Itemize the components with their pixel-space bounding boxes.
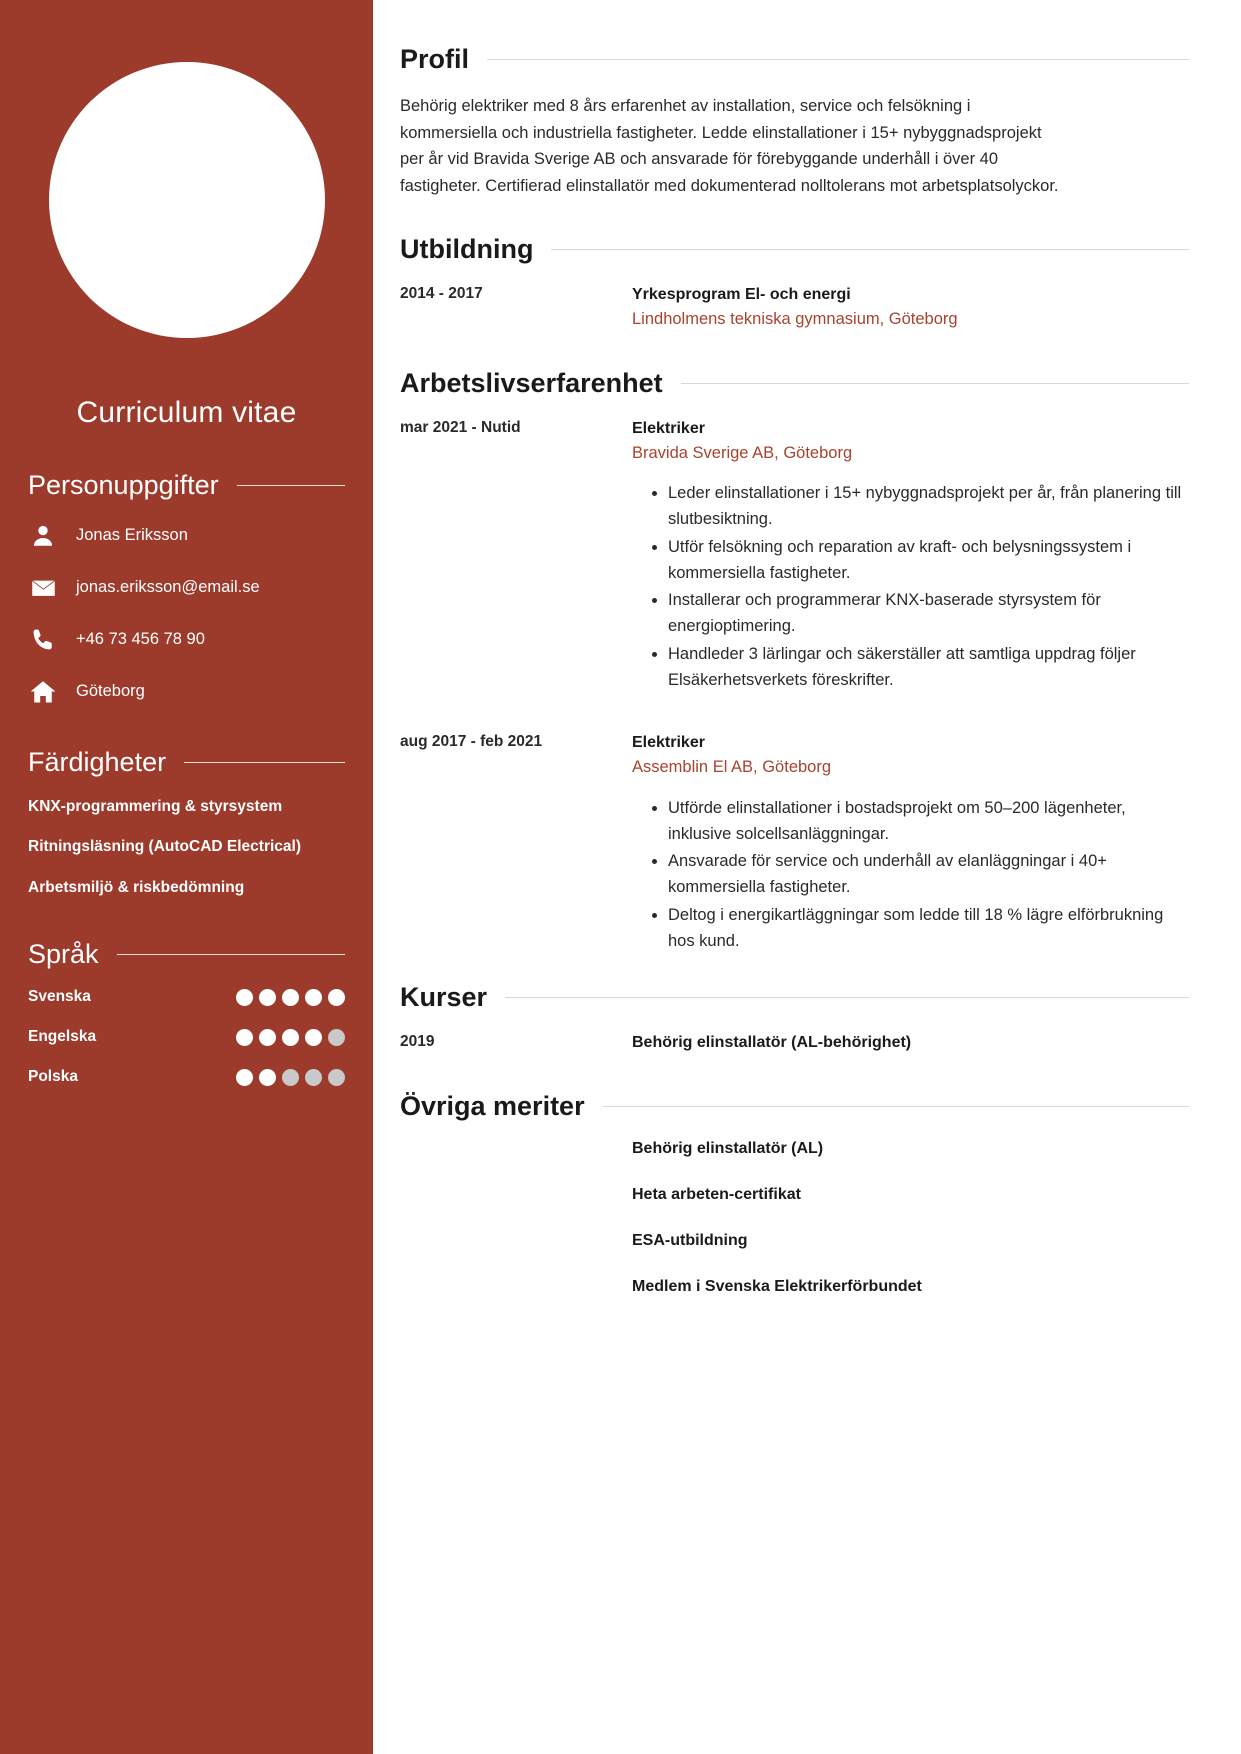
- profile-heading: Profil: [400, 44, 470, 74]
- heading-rule: [603, 1106, 1189, 1107]
- profile-section: [400, 44, 1189, 200]
- spacer: [400, 1065, 1189, 1091]
- courses-heading-row: [400, 982, 1189, 1013]
- rating-dot-empty: [282, 1069, 299, 1086]
- main-content: [373, 0, 1241, 1754]
- contact-item-phone[interactable]: [28, 625, 345, 655]
- personal-details-heading: Personuppgifter: [28, 470, 219, 500]
- rating-dot-filled: [259, 1069, 276, 1086]
- contact-item-name: [28, 521, 345, 551]
- languages-section: [28, 939, 345, 1086]
- education-heading: Utbildning: [400, 233, 534, 264]
- experience-period: mar 2021 - Nutid: [400, 418, 521, 436]
- language-row: [28, 988, 345, 1006]
- experience-bullet: • Deltog i energikartläggningar som ledde till 18 % lägre elförbrukning hos kund.: [668, 903, 1189, 954]
- experience-bullet: • Installerar och programmerar KNX-baserade styrsystem för energioptimering.: [668, 588, 1189, 639]
- experience-list: [400, 417, 1189, 957]
- other-merit-text: Medlem i Svenska Elektrikerförbundet: [632, 1278, 922, 1296]
- experience-employer: Bravida Sverige AB, Göteborg: [632, 443, 853, 462]
- experience-bullet-list: [632, 481, 1189, 693]
- education-period: 2014 - 2017: [400, 284, 483, 302]
- language-name: Polska: [28, 1068, 78, 1086]
- other-merits-list: [400, 1140, 1189, 1296]
- other-merit-row: [400, 1140, 1189, 1158]
- heading-rule: [681, 383, 1189, 384]
- rating-dot-empty: [328, 1069, 345, 1086]
- course-entry: [400, 1031, 1189, 1055]
- experience-role: Elektriker: [632, 419, 705, 437]
- other-merits-section: [400, 1091, 1189, 1296]
- rating-dot-filled: [236, 989, 253, 1006]
- other-merits-heading-row: [400, 1091, 1189, 1122]
- experience-role: Elektriker: [632, 734, 705, 752]
- experience-entry: [400, 417, 1189, 696]
- skill-item: Ritningsläsning (AutoCAD Electrical): [28, 838, 301, 856]
- rating-dot-filled: [305, 1029, 322, 1046]
- language-rating: [236, 1029, 345, 1046]
- rating-dot-filled: [282, 989, 299, 1006]
- experience-bullet: • Utför felsökning och reparation av kraft- och belysningssystem i kommersiella fastigheter.: [668, 535, 1189, 586]
- experience-bullet-list: [632, 796, 1189, 954]
- skills-list: [28, 796, 345, 899]
- experience-section: [400, 368, 1189, 957]
- rating-dot-empty: [305, 1069, 322, 1086]
- other-merit-row: [400, 1186, 1189, 1204]
- other-merit-row: [400, 1232, 1189, 1250]
- avatar-container: [28, 0, 345, 338]
- other-merit-text: Behörig elinstallatör (AL): [632, 1140, 824, 1158]
- contact-item-location: [28, 677, 345, 707]
- heading-rule: [505, 997, 1189, 998]
- heading-rule: [487, 59, 1189, 60]
- experience-period: aug 2017 - feb 2021: [400, 733, 543, 751]
- contact-value-location: Göteborg: [76, 682, 145, 701]
- education-body: [632, 283, 1189, 332]
- home-icon: [28, 677, 58, 707]
- contact-list: [28, 521, 345, 707]
- skill-item: Arbetsmiljö & riskbedömning: [28, 878, 245, 896]
- courses-heading: Kurser: [400, 982, 488, 1013]
- person-icon: [28, 521, 58, 551]
- profile-text: Behörig elektriker med 8 års erfarenhet av installation, service och felsökning i kommersiella och industriella fastigheter. Ledde elinstallationer i 15+ nybyggnadsprojekt per år vid Bravida Sverige AB och ansvarade för förebyggande underhåll i över 40 fastigheter. Certifierad elinstallatör med dokumenterad nolltolerans mot arbetsplatsolyckor.: [400, 97, 1059, 196]
- rating-dot-filled: [305, 989, 322, 1006]
- skill-item: KNX-programmering & styrsystem: [28, 798, 283, 815]
- education-degree: Yrkesprogram El- och energi: [632, 285, 851, 303]
- phone-icon: [28, 625, 58, 655]
- language-name: Svenska: [28, 988, 91, 1006]
- heading-rule: [117, 954, 345, 955]
- language-row: [28, 1028, 345, 1046]
- envelope-icon: [28, 573, 58, 603]
- language-name: Engelska: [28, 1028, 97, 1046]
- rating-dot-filled: [282, 1029, 299, 1046]
- experience-entry: [400, 731, 1189, 956]
- course-title: Behörig elinstallatör (AL-behörighet): [632, 1034, 912, 1052]
- courses-section: [400, 982, 1189, 1055]
- spacer: [400, 966, 1189, 982]
- experience-body: [632, 417, 1189, 696]
- experience-bullet: • Ansvarade för service och underhåll av elanläggningar i 40+ kommersiella fastigheter.: [668, 849, 1189, 900]
- education-section: [400, 234, 1189, 332]
- cv-title: Curriculum vitae: [76, 396, 297, 429]
- languages-heading: Språk: [28, 939, 99, 970]
- rating-dot-filled: [236, 1029, 253, 1046]
- rating-dot-filled: [236, 1069, 253, 1086]
- experience-bullet: • Handleder 3 lärlingar och säkerställer att samtliga uppdrag följer Elsäkerhetsverkets föreskrifter.: [668, 642, 1189, 693]
- language-rating: [236, 1069, 345, 1086]
- contact-value-email: jonas.eriksson@email.se: [76, 578, 260, 597]
- profile-heading-row: [400, 44, 1189, 75]
- experience-employer: Assemblin El AB, Göteborg: [632, 758, 832, 777]
- language-row: [28, 1068, 345, 1086]
- rating-dot-filled: [259, 989, 276, 1006]
- course-period: 2019: [400, 1033, 435, 1051]
- experience-bullet: • Leder elinstallationer i 15+ nybyggnadsprojekt per år, från planering till slutbesiktning.: [668, 481, 1189, 532]
- skills-heading-row: [28, 747, 345, 778]
- other-merit-text: Heta arbeten-certifikat: [632, 1186, 801, 1204]
- contact-value-phone: +46 73 456 78 90: [76, 630, 205, 649]
- personal-details-heading-row: [28, 470, 345, 501]
- experience-bullet: • Utförde elinstallationer i bostadsprojekt om 50–200 lägenheter, inklusive solcellsanläggningar.: [668, 796, 1189, 847]
- experience-heading-row: [400, 368, 1189, 399]
- spacer: [400, 342, 1189, 368]
- experience-heading: Arbetslivserfarenhet: [400, 367, 663, 398]
- sidebar: [0, 0, 373, 1754]
- contact-item-email[interactable]: [28, 573, 345, 603]
- languages-heading-row: [28, 939, 345, 970]
- education-heading-row: [400, 234, 1189, 265]
- contact-value-name: Jonas Eriksson: [76, 526, 188, 545]
- heading-rule: [237, 485, 345, 486]
- skills-section: [28, 747, 345, 899]
- language-rating: [236, 989, 345, 1006]
- other-merit-row: [400, 1278, 1189, 1296]
- rating-dot-empty: [328, 1029, 345, 1046]
- languages-list: [28, 988, 345, 1086]
- education-entry: [400, 283, 1189, 332]
- avatar: [49, 62, 325, 338]
- education-institution: Lindholmens tekniska gymnasium, Göteborg: [632, 309, 958, 328]
- other-merit-text: ESA-utbildning: [632, 1232, 748, 1250]
- experience-body: [632, 731, 1189, 956]
- personal-details-section: [28, 470, 345, 707]
- rating-dot-filled: [328, 989, 345, 1006]
- skills-heading: Färdigheter: [28, 747, 167, 777]
- heading-rule: [551, 249, 1189, 250]
- course-body: [632, 1031, 1189, 1055]
- other-merits-heading: Övriga meriter: [400, 1091, 585, 1122]
- rating-dot-filled: [259, 1029, 276, 1046]
- spacer: [400, 701, 1189, 731]
- heading-rule: [184, 762, 345, 763]
